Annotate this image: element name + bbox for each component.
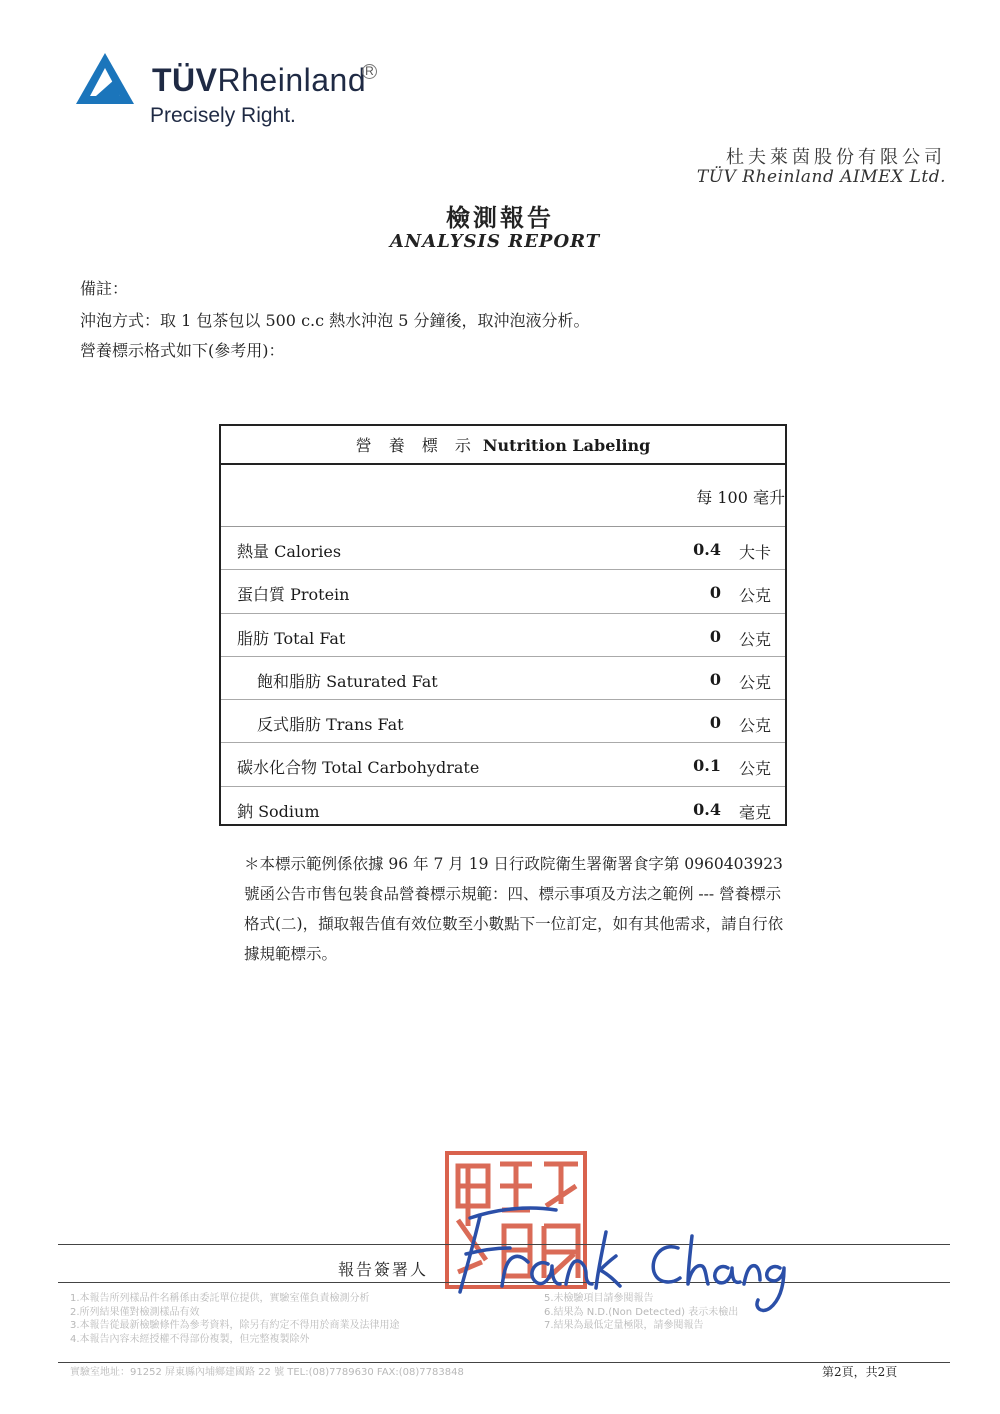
nutrient-value: 0 — [709, 626, 721, 646]
format-note-text: 營養標示格式如下(參考用)： — [80, 341, 285, 360]
nutrition-table — [219, 424, 787, 826]
nutrition-row-carbohydrate — [221, 743, 785, 786]
nutrient-unit: 公克 — [738, 716, 771, 736]
remarks-label: 備註： — [80, 279, 129, 298]
fine-print-line: 1.本報告所列樣品件名稱係由委託單位提供，實驗室僅負責檢測分析 — [70, 1293, 370, 1304]
nutrient-label: 蛋白質 Protein — [237, 585, 350, 605]
nutrient-label: 反式脂肪 Trans Fat — [257, 715, 404, 735]
report-title-en: ANALYSIS REPORT — [389, 231, 601, 252]
nutrient-unit: 公克 — [738, 629, 771, 649]
lab-address: 實驗室地址：91252 屏東縣內埔鄉建國路 22 號 TEL:(08)7789630 FAX:(08)7783848 — [70, 1367, 464, 1378]
brand-bold: TÜV — [152, 62, 218, 98]
nutrient-value: 0.4 — [693, 799, 721, 819]
fine-print-line: 7.結果為最低定量極限，請參閱報告 — [544, 1320, 704, 1331]
fine-print-right — [544, 1292, 738, 1333]
brand-regular: Rheinland — [217, 62, 367, 98]
nutrient-label: 鈉 Sodium — [237, 801, 320, 821]
per-serving-row — [221, 465, 785, 527]
nutrient-label: 脂肪 Total Fat — [237, 628, 346, 648]
nutrient-unit: 公克 — [738, 586, 771, 606]
nutrition-title-zh: 營 養 標 示 — [355, 436, 477, 455]
nutrient-value: 0 — [709, 583, 721, 603]
nutrition-row-protein — [221, 570, 785, 613]
fine-print-line: 2.所列結果僅對檢測樣品有效 — [70, 1306, 200, 1318]
fine-print-line: 3.本報告從最新檢驗條件為參考資料，除另有約定不得用於商業及法律用途 — [70, 1320, 400, 1331]
nutrient-label: 飽和脂肪 Saturated Fat — [257, 671, 438, 691]
report-title-zh: 檢測報告 — [446, 203, 554, 232]
nutrient-value: 0.1 — [693, 756, 721, 776]
nutrition-row-sodium — [221, 787, 785, 830]
brew-method-text: 沖泡方式：取 1 包茶包以 500 c.c 熱水沖泡 5 分鐘後，取沖泡液分析。 — [80, 311, 590, 330]
signer-label: 報告簽署人 — [338, 1260, 429, 1279]
nutrition-row-calories — [221, 527, 785, 570]
nutrient-unit: 公克 — [738, 672, 771, 692]
nutrition-row-total-fat — [221, 614, 785, 657]
nutrient-value: 0 — [709, 669, 721, 689]
nutrient-label: 碳水化合物 Total Carbohydrate — [237, 758, 480, 778]
nutrition-row-saturated-fat — [221, 657, 785, 700]
nutrient-value: 0.4 — [693, 540, 721, 559]
brand-tagline: Precisely Right. — [150, 104, 296, 127]
nutrient-value: 0 — [709, 713, 721, 733]
fine-print-line: 6.結果為 N.D.(Non Detected) 表示未檢出 — [544, 1306, 739, 1318]
nutrient-unit: 公克 — [738, 759, 771, 779]
fine-print-left — [70, 1292, 400, 1346]
company-name-zh: 杜夫萊茵股份有限公司 — [726, 147, 946, 168]
fine-print-line: 5.未檢驗項目請參閱報告 — [544, 1293, 654, 1304]
nutrition-title-en: Nutrition Labeling — [482, 436, 651, 455]
tuv-triangle-logo-icon — [74, 50, 136, 106]
nutrient-label: 熱量 Calories — [237, 542, 342, 561]
labeling-footnote: ＊本標示範例係依據 96 年 7 月 19 日行政院衛生署衛署食字第 0960403923 號函公告市售包裝食品營養標示規範：四、標示事項及方法之範例 --- 營養標示格式(二)，擷取報告值有效位數至小數點下一位訂定，如有其他需求，請自行依據規範標示。 — [244, 855, 784, 963]
per-serving-unit: 每 100 毫升 — [696, 488, 785, 507]
company-name-en: TÜV Rheinland AIMEX Ltd. — [696, 167, 946, 187]
brand-name — [152, 62, 366, 99]
nutrition-table-title — [221, 426, 785, 465]
nutrition-row-trans-fat — [221, 700, 785, 743]
nutrient-unit: 毫克 — [738, 802, 771, 822]
nutrition-rows — [221, 527, 785, 830]
registered-mark: R — [362, 64, 377, 79]
nutrient-unit: 大卡 — [738, 543, 771, 562]
fine-print-line: 4.本報告內容未經授權不得部份複製，但完整複製除外 — [70, 1333, 310, 1345]
page-number: 第2頁，共2頁 — [822, 1365, 898, 1379]
